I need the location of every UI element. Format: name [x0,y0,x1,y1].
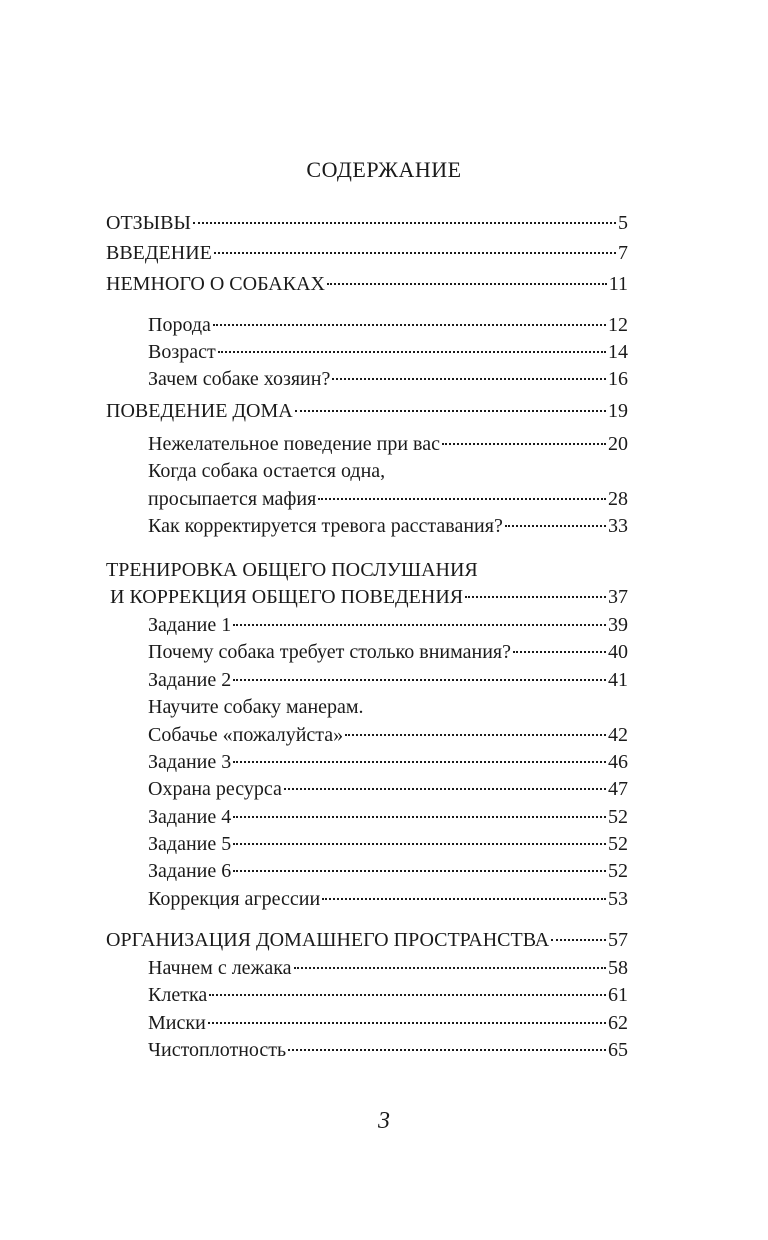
toc-entry-page: 5 [618,212,628,234]
toc-entry-page: 46 [608,751,628,773]
toc-entry-line: Научите собаку манерам. [148,696,364,718]
toc-entry-miski [148,1010,628,1036]
toc-entry-label: Нежелательное поведение при вас [148,433,440,455]
toc-entry-label: Задание 5 [148,833,232,855]
toc-entry-label: Собачье «пожалуйста» [148,724,344,746]
toc-entry-label: Задание 3 [148,751,232,773]
dot-leader [284,788,606,790]
dot-leader [208,1022,606,1024]
toc-entry-page: 28 [608,488,628,510]
dot-leader [294,967,606,969]
page-number: 3 [378,1108,390,1134]
toc-entry-otzyvy [106,210,628,236]
toc-entry-label: Миски [148,1012,206,1034]
toc-entry-zadanie-6 [148,858,628,884]
dot-leader [345,734,606,736]
dot-leader [551,939,606,941]
toc-entry-page: 47 [608,778,628,800]
dot-leader [233,843,606,845]
toc-entry-page: 7 [618,242,628,264]
dot-leader [209,994,606,996]
toc-entry-kletka [148,982,628,1008]
toc-entry-trevoga-rasstavaniya [148,513,628,539]
dot-leader [442,443,606,445]
dot-leader [327,283,607,285]
toc-entry-line: Когда собака остается одна, [148,460,386,482]
toc-entry-vvedenie [106,240,628,266]
dot-leader [295,410,606,412]
toc-entry-label: Коррекция агрессии [148,888,321,910]
toc-entry-page: 62 [608,1012,628,1034]
toc-entry-page: 14 [608,341,628,363]
toc-entry-label: ОТЗЫВЫ [106,212,191,234]
toc-entry-label: Задание 1 [148,614,232,636]
toc-entry-zadanie-1 [148,612,628,638]
toc-entry-page: 16 [608,368,628,390]
dot-leader [218,351,606,353]
toc-entry-label: ПОВЕДЕНИЕ ДОМА [106,400,293,422]
toc-entry-sobache-pozhaluysta [148,722,628,748]
toc-entry-page: 11 [608,273,628,295]
dot-leader [233,816,606,818]
toc-entry-page: 12 [608,314,628,336]
toc-entry-label: просыпается мафия [148,488,317,510]
dot-leader [213,324,606,326]
dot-leader [465,596,606,598]
toc-entry-page: 20 [608,433,628,455]
toc-entry-label: И КОРРЕКЦИЯ ОБЩЕГО ПОВЕДЕНИЯ [110,586,464,608]
dot-leader [332,378,606,380]
toc-entry-label: Зачем собаке хозяин? [148,368,331,390]
page-title: СОДЕРЖАНИЕ [306,157,462,182]
toc-entry-page: 42 [608,724,628,746]
toc-entry-page: 37 [608,586,628,608]
toc-entry-label: Почему собака требует столько внимания? [148,641,511,663]
toc-entry-page: 52 [608,806,628,828]
toc-entry-pochemu-sobaka-trebuet [148,639,628,665]
dot-leader [233,624,606,626]
toc-entry-label: Порода [148,314,211,336]
toc-entry-label: ОРГАНИЗАЦИЯ ДОМАШНЕГО ПРОСТРАНСТВА [106,929,550,951]
toc-entry-page: 52 [608,833,628,855]
dot-leader [505,525,606,527]
toc-entry-zadanie-3 [148,749,628,775]
toc-entry-page: 39 [608,614,628,636]
toc-entry-label: Возраст [148,341,216,363]
toc-entry-zachem-sobake-hozyain [148,366,628,392]
toc-entry-label: Задание 6 [148,860,232,882]
toc-entry-page: 33 [608,515,628,537]
toc-entry-korrekciya-obshego-povedeniya [110,584,628,610]
dot-leader [193,222,616,224]
toc-entry-label: Чистоплотность [148,1039,287,1061]
dot-leader [233,761,606,763]
toc-entry-label: НЕМНОГО О СОБАКАХ [106,273,325,295]
toc-entry-page: 41 [608,669,628,691]
toc-entry-label: ВВЕДЕНИЕ [106,242,212,264]
toc-entry-page: 57 [608,929,628,951]
toc-entry-vozrast [148,339,628,365]
toc-entry-ohrana-resursa [148,776,628,802]
toc-entry-line: ТРЕНИРОВКА ОБЩЕГО ПОСЛУШАНИЯ [106,559,478,581]
dot-leader [318,498,606,500]
toc-entry-nachnem-s-lezhaka [148,955,628,981]
toc-entry-zadanie-2 [148,667,628,693]
dot-leader [214,252,616,254]
toc-entry-povedenie-doma [106,398,628,424]
toc-entry-label: Задание 4 [148,806,232,828]
toc-entry-organizaciya-prostranstva [106,927,628,953]
toc-entry-zadanie-5 [148,831,628,857]
dot-leader [513,651,606,653]
toc-entry-zadanie-4 [148,804,628,830]
toc-entry-chistoplotnost [148,1037,628,1063]
dot-leader [233,679,606,681]
toc-entry-page: 61 [608,984,628,1006]
toc-entry-label: Клетка [148,984,208,1006]
toc-entry-label: Задание 2 [148,669,232,691]
toc-entry-nezhelatelnoe-povedenie [148,431,628,457]
toc-entry-poroda [148,312,628,338]
toc-entry-page: 52 [608,860,628,882]
dot-leader [233,870,606,872]
toc-entry-korrekciya-agressii [148,886,628,912]
toc-entry-page: 58 [608,957,628,979]
toc-entry-label: Как корректируется тревога расставания? [148,515,503,537]
dot-leader [322,898,606,900]
dot-leader [288,1049,606,1051]
toc-entry-prosypaetsya-mafiya [148,486,628,512]
toc-entry-page: 65 [608,1039,628,1061]
toc-entry-label: Начнем с лежака [148,957,292,979]
toc-entry-page: 53 [608,888,628,910]
toc-entry-page: 40 [608,641,628,663]
toc-entry-nemnogo-o-sobakah [106,271,628,297]
toc-entry-label: Охрана ресурса [148,778,282,800]
toc-entry-page: 19 [608,400,628,422]
